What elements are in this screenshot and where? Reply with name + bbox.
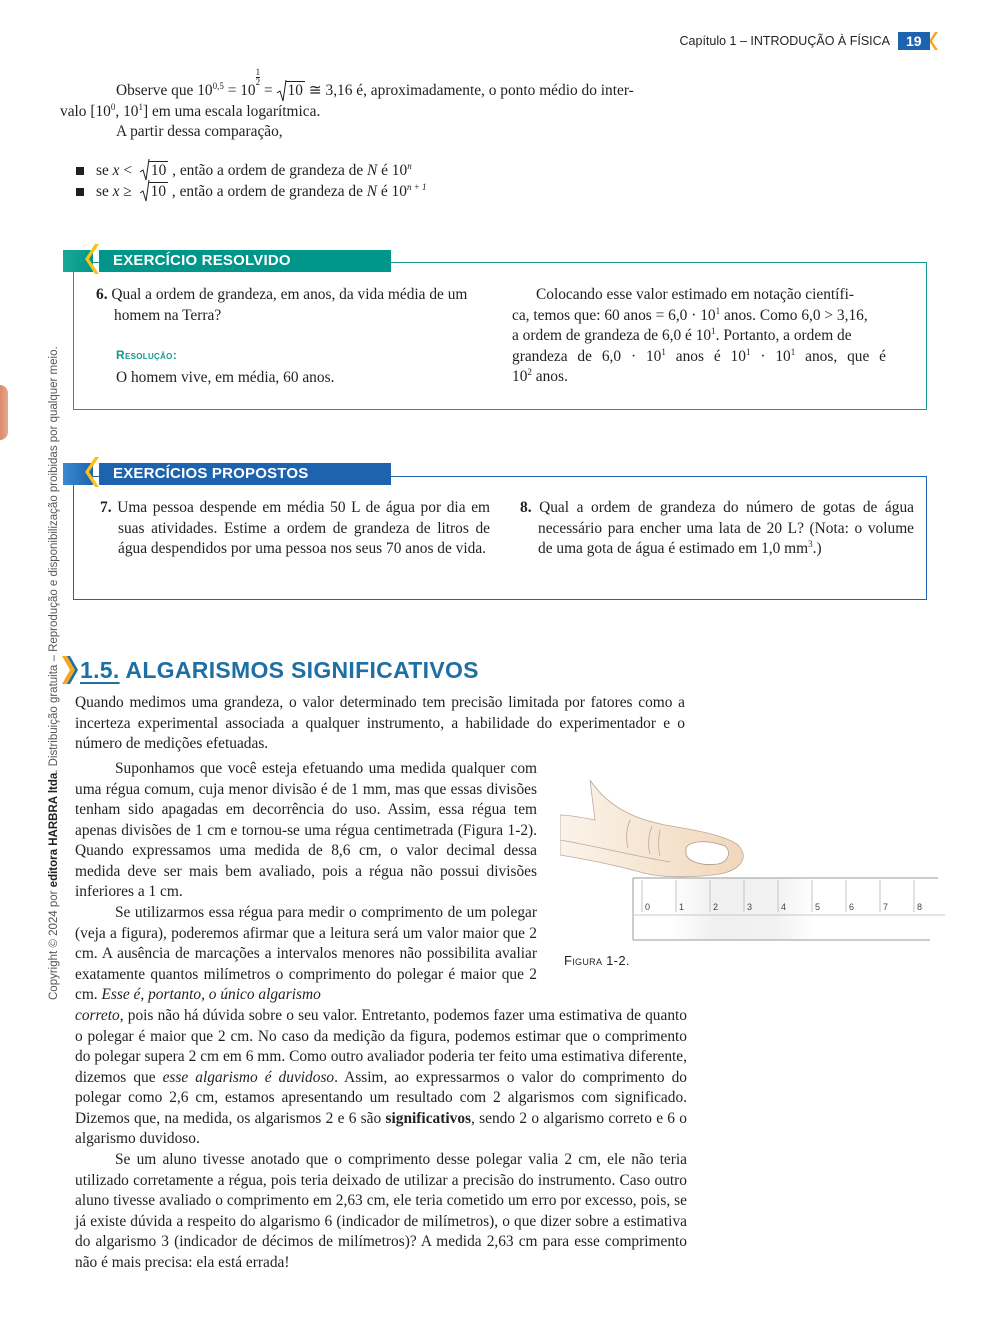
- paragraph-1: Quando medimos uma grandeza, o valor determinado tem precisão limitada por fatores como a incerteza experimental associada a qualquer instrumento, a habilidade do experimentador e o número de medições efetuadas.: [75, 694, 685, 752]
- square-root: 10: [277, 81, 305, 102]
- ruler-label: 5: [815, 902, 821, 912]
- bullet-list: [76, 160, 427, 202]
- section-title-text: ALGARISMOS SIGNIFICATIVOS: [125, 656, 479, 683]
- solved-exercise-title: EXERCÍCIO RESOLVIDO: [99, 250, 391, 272]
- solved-question: [96, 285, 490, 326]
- proposed-exercises-title: EXERCÍCIOS PROPOSTOS: [99, 463, 391, 485]
- resolution-right: Colocando esse valor estimado em notação científi- ca, temos que: 60 anos = $6,0 \cdot 10^1$ anos. Como 6,0 > 3,16, a ordem de grandeza de 6,0 é $10^1$. Portanto, a ordem de grandeza de $6,0 \cdot 10^1$ anos é $10^1 \cdot 10^1$ anos, que é $10^2$ anos.: [512, 286, 887, 385]
- ruler-label: 2: [713, 902, 719, 912]
- proposed-exercises-header: [63, 463, 391, 485]
- paragraph-2: Suponhamos que você esteja efetuando uma medida qualquer com uma régua comum, cuja menor divisão é de 1 mm, mas que essas divisões tenham sido apagadas em decorrência do uso. Assim, essa régua tem apenas divisões de 1 cm e tornou-se uma régua centimetrada (Figura 1-2). Quando expressamos uma medida de 8,6 cm, o valor decimal dessa medida deve ser mais bem avaliado, pois a régua não possui divisões inferiores a 1 cm.: [75, 760, 537, 900]
- bullet-item: se x ≥ 10 , então a ordem de grandeza de N é $10^{n + 1}$: [76, 181, 427, 202]
- paragraph-4: Se um aluno tivesse anotado que o comprimento desse polegar valia 2 cm, ele não teria utilizado corretamente a régua, pois teria deixado de utilizar a precisão do instrumento. Caso outro aluno tivesse avaliado o comprimento em 2,63 cm, ele teria cometido um erro por excesso, pois, se já existe dúvida a respeito do algarismo 6 (indicador de milímetros), o que dizer sobre a estimativa do algarismo 3 (indicador de décimos de milímetros)? A medida 2,63 cm para esse comprimento não é mais precisa: ela está errada!: [75, 1151, 687, 1271]
- copyright-text: Copyright © 2024 por: [48, 887, 60, 1000]
- chapter-label: Capítulo 1 – INTRODUÇÃO À FÍSICA: [679, 34, 890, 48]
- edge-image-fragment: [0, 385, 8, 440]
- question-7: 7. Uma pessoa despende em média 50 L de água por dia em suas atividades. Estime a ordem de grandeza de litros de água despendidos por uma pessoa nos seus 70 anos de vida.: [100, 499, 490, 557]
- thumb-ruler-illustration: [560, 770, 945, 950]
- intro-text: [60, 67, 688, 143]
- resolution-title: Resolução:: [116, 348, 177, 362]
- intro-line-3: A partir dessa comparação,: [116, 123, 283, 140]
- bullet-square-icon: [76, 188, 84, 196]
- section-heading: [62, 656, 479, 684]
- bullet-item: se x < 10 , então a ordem de grandeza de N é 10$^n$: [76, 160, 427, 181]
- copyright-notice: [48, 346, 60, 1000]
- resolution-text: O homem vive, em média, 60 anos.: [116, 369, 335, 386]
- figure-thumb-ruler: [560, 770, 945, 968]
- bullet-square-icon: [76, 167, 84, 175]
- copyright-text-rest: . Distribuição gratuita – Reprodução e disponibilização proibidas por qualquer meio.: [48, 346, 60, 773]
- chevron-icon: [83, 457, 99, 487]
- solved-exercise-header: [63, 250, 391, 272]
- chevron-icon: [83, 244, 99, 274]
- page-number: [898, 32, 938, 50]
- thumbnail-shape: [686, 842, 729, 865]
- page-number-text: 19: [906, 33, 922, 49]
- ruler-label: 4: [781, 902, 787, 912]
- chevron-icon: [62, 656, 78, 684]
- ruler-label: 1: [679, 902, 685, 912]
- fraction: $\frac{1}{2}$: [255, 67, 261, 87]
- figure-caption: Figura 1-2.: [564, 953, 630, 968]
- question-6: 6. Qual a ordem de grandeza, em anos, da vida média de um homem na Terra?: [96, 286, 468, 324]
- ruler-label: 3: [747, 902, 753, 912]
- running-header: [680, 32, 938, 50]
- paragraph-3-start: Se utilizarmos essa régua para medir o comprimento de um polegar (veja a figura), poderemos afirmar que a leitura será um valor maior que 2 cm. A ausência de marcações a intervalos menores não possibilita avaliar exatamente quantos milímetros o comprimento do polegar é maior que 2 cm. Esse é, portanto, o único algarismo: [75, 904, 537, 1003]
- chevron-icon: [930, 32, 940, 50]
- question-8: 8. Qual a ordem de grandeza do número de gotas de água necessário para encher uma lata de 20 L? (Nota: o volume de uma gota de água é estimado em 1,0 $mm^3$.): [520, 499, 914, 557]
- ruler-label: 8: [917, 902, 923, 912]
- paragraph-3-continued: correto, pois não há dúvida sobre o seu valor. Entretanto, podemos fazer uma estimativa de quanto o polegar é maior que 2 cm. No caso da medição da figura, podemos estimar que o comprimento do polegar supera 2 cm em 6 mm. Como outro avaliador poderia ter feito uma estimativa diferente, dizemos que esse algarismo é duvidoso. Assim, ao expressarmos o valor do comprimento do polegar como 2,6 cm, estamos apresentando um resultado com 2 algarismos com significado. Dizemos que, na medida, os algarismos 2 e 6 são significativos, sendo 2 o algarismo correto e 6 o algarismo duvidoso.: [75, 1007, 687, 1147]
- ruler-label: 7: [883, 902, 889, 912]
- section-number: 1.5.: [80, 656, 120, 683]
- intro-line-2: valo [$10^0$, $10^1$] em uma escala logarítmica.: [60, 101, 321, 120]
- section-title: [80, 657, 479, 684]
- intro-line-1: Observe que $10^{0,5} = 10$ $\frac{1}{2}$ = 10 ≅ 3,16 é, aproximadamente, o ponto médio do inter-: [76, 68, 688, 102]
- ruler-label: 6: [849, 902, 855, 912]
- publisher-name: editora HARBRA ltda: [48, 772, 60, 888]
- ruler-label: 0: [645, 902, 651, 912]
